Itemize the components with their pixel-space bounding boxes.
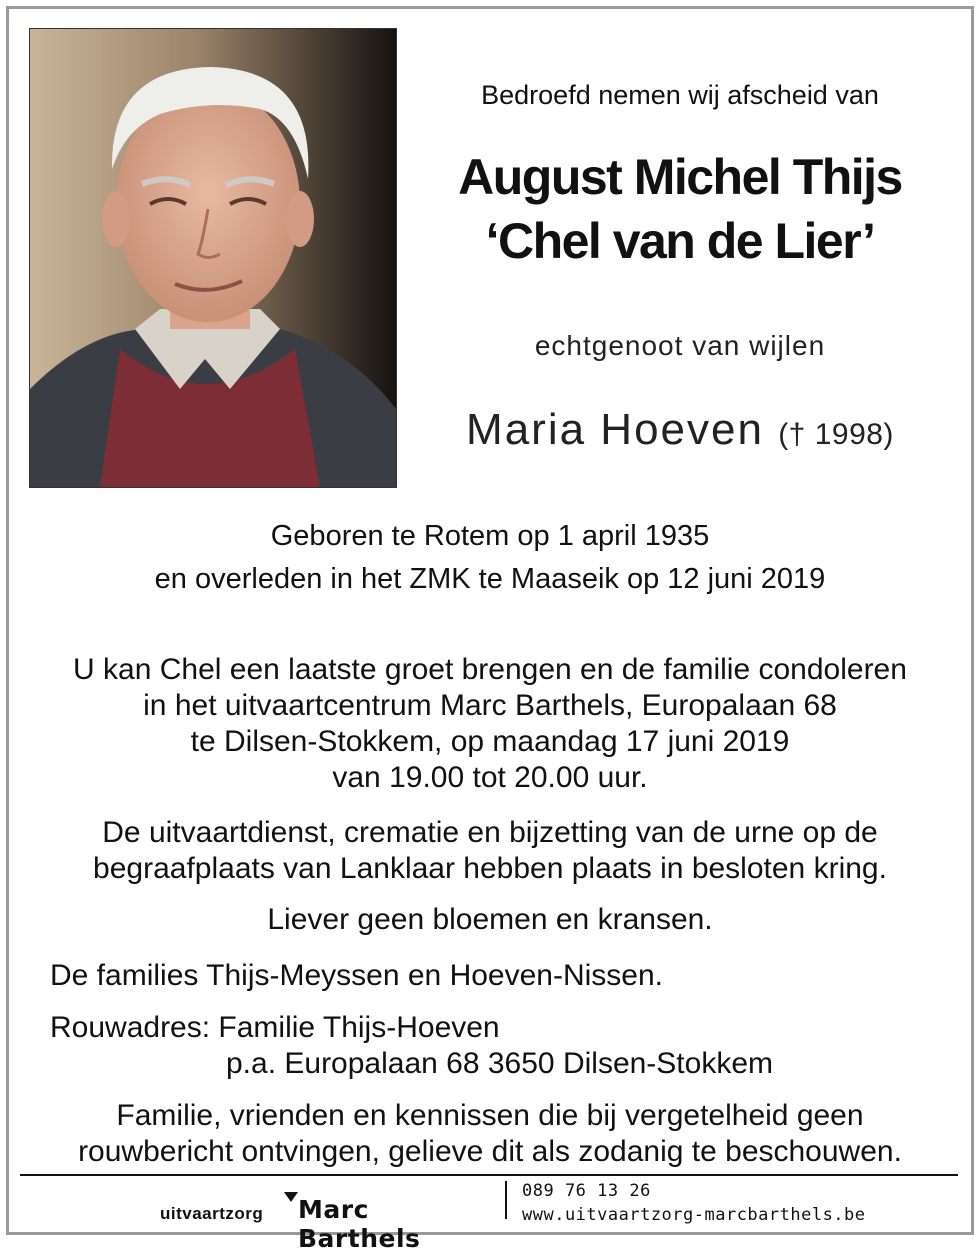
- service-info: [0, 815, 980, 887]
- intro-text: Bedroefd nemen wij afscheid van: [481, 80, 879, 110]
- funeral-home-logo: [160, 1190, 500, 1253]
- death-info: en overleden in het ZMK te Maaseik op 12 juni 2019: [154, 563, 826, 595]
- logo-brand: Marc Barthels: [298, 1195, 421, 1253]
- text-line: U kan Chel een laatste groet brengen en de familie condoleren: [73, 653, 907, 686]
- footer-divider: [20, 1174, 958, 1176]
- portrait-photo: [29, 28, 397, 488]
- triangle-icon: [284, 1192, 298, 1202]
- spouse-intro: echtgenoot van wijlen: [534, 330, 826, 361]
- deceased-name: August Michel Thijs: [458, 149, 902, 205]
- closing-note: [0, 1098, 980, 1170]
- footer-vertical-divider: [505, 1181, 507, 1219]
- text-line: Familie, vrienden en kennissen die bij vergetelheid geen: [116, 1099, 864, 1132]
- spouse-line: [400, 405, 960, 455]
- flowers-note: Liever geen bloemen en kransen.: [267, 903, 713, 936]
- text-line: van 19.00 tot 20.00 uur.: [332, 761, 648, 794]
- logo-prefix: uitvaartzorg: [160, 1204, 264, 1223]
- phone-number: 089 76 13 26: [522, 1181, 651, 1201]
- text-line: begraafplaats van Lanklaar hebben plaats in besloten kring.: [93, 852, 887, 885]
- deceased-nickname: ‘Chel van de Lier’: [485, 213, 875, 269]
- website-link[interactable]: www.uitvaartzorg-marcbarthels.be: [522, 1205, 866, 1225]
- families-line: De families Thijs-Meyssen en Hoeven-Nissen.: [50, 959, 664, 992]
- text-line: in het uitvaartcentrum Marc Barthels, Europalaan 68: [143, 689, 837, 722]
- mourning-address-line1: Rouwadres: Familie Thijs-Hoeven: [50, 1011, 500, 1044]
- spouse-death-note: († 1998): [778, 418, 894, 451]
- mourning-address-line2: p.a. Europalaan 68 3650 Dilsen-Stokkem: [226, 1047, 774, 1080]
- birth-info: Geboren te Rotem op 1 april 1935: [270, 520, 710, 552]
- visitation-info: [0, 652, 980, 796]
- text-line: De uitvaartdienst, crematie en bijzetting van de urne op de: [102, 816, 878, 849]
- text-line: te Dilsen-Stokkem, op maandag 17 juni 2019: [190, 725, 790, 758]
- text-line: rouwbericht ontvingen, gelieve dit als zodanig te beschouwen.: [78, 1135, 902, 1168]
- spouse-name: Maria Hoeven: [466, 405, 764, 454]
